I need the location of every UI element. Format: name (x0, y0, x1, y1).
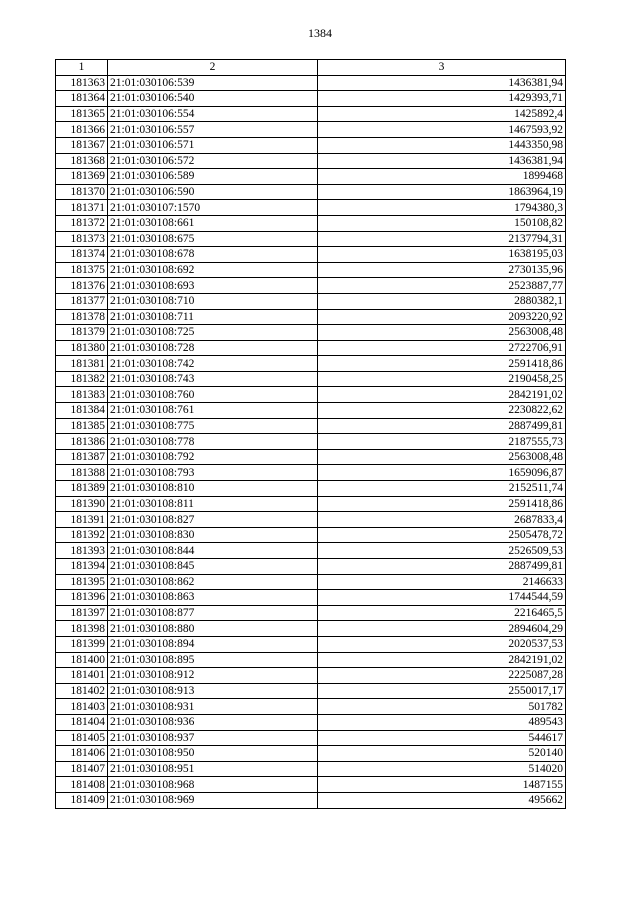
table-row (56, 605, 566, 621)
cadastral-number-cell: 21:01:030108:661 (108, 215, 318, 231)
cadastral-number-cell: 21:01:030108:675 (108, 231, 318, 247)
table-row (56, 730, 566, 746)
value-cell: 1487155 (318, 777, 566, 793)
value-cell: 2730135,96 (318, 262, 566, 278)
table-row (56, 496, 566, 512)
cadastral-number-cell: 21:01:030108:968 (108, 777, 318, 793)
value-cell: 1638195,03 (318, 247, 566, 263)
row-number-cell: 181370 (56, 184, 108, 200)
value-cell: 514020 (318, 761, 566, 777)
value-cell: 1436381,94 (318, 153, 566, 169)
row-number-cell: 181388 (56, 465, 108, 481)
cadastral-number-cell: 21:01:030108:725 (108, 325, 318, 341)
value-cell: 2230822,62 (318, 403, 566, 419)
value-cell: 1659096,87 (318, 465, 566, 481)
value-cell: 2190458,25 (318, 371, 566, 387)
table-row (56, 449, 566, 465)
table-row (56, 215, 566, 231)
table-row (56, 403, 566, 419)
cadastral-number-cell: 21:01:030108:793 (108, 465, 318, 481)
value-cell: 1899468 (318, 169, 566, 185)
table-body (56, 75, 566, 808)
table-row (56, 356, 566, 372)
value-cell: 1429393,71 (318, 91, 566, 107)
cadastral-number-cell: 21:01:030106:571 (108, 137, 318, 153)
cadastral-number-cell: 21:01:030108:760 (108, 387, 318, 403)
cadastral-number-cell: 21:01:030108:862 (108, 574, 318, 590)
table-row (56, 153, 566, 169)
row-number-cell: 181395 (56, 574, 108, 590)
value-cell: 2880382,1 (318, 293, 566, 309)
cadastral-number-cell: 21:01:030108:711 (108, 309, 318, 325)
table-row (56, 621, 566, 637)
cadastral-number-cell: 21:01:030106:590 (108, 184, 318, 200)
row-number-cell: 181403 (56, 699, 108, 715)
table-row (56, 746, 566, 762)
table-row (56, 200, 566, 216)
value-cell: 2146633 (318, 574, 566, 590)
value-cell: 2216465,5 (318, 605, 566, 621)
cadastral-number-cell: 21:01:030108:863 (108, 590, 318, 606)
cadastral-number-cell: 21:01:030108:811 (108, 496, 318, 512)
table-row (56, 481, 566, 497)
row-number-cell: 181402 (56, 683, 108, 699)
value-cell: 1794380,3 (318, 200, 566, 216)
row-number-cell: 181394 (56, 559, 108, 575)
table-row (56, 91, 566, 107)
value-cell: 2093220,92 (318, 309, 566, 325)
table-row (56, 434, 566, 450)
value-cell: 2842191,02 (318, 652, 566, 668)
cadastral-number-cell: 21:01:030106:572 (108, 153, 318, 169)
row-number-cell: 181397 (56, 605, 108, 621)
cadastral-number-cell: 21:01:030108:895 (108, 652, 318, 668)
table-row (56, 418, 566, 434)
table-row (56, 652, 566, 668)
table-row (56, 231, 566, 247)
table-row (56, 169, 566, 185)
table-row (56, 559, 566, 575)
cadastral-number-cell: 21:01:030106:554 (108, 106, 318, 122)
row-number-cell: 181363 (56, 75, 108, 91)
cadastral-number-cell: 21:01:030108:880 (108, 621, 318, 637)
value-cell: 2591418,86 (318, 356, 566, 372)
table-row (56, 184, 566, 200)
table-row (56, 262, 566, 278)
value-cell: 2563008,48 (318, 325, 566, 341)
value-cell: 520140 (318, 746, 566, 762)
table-row (56, 465, 566, 481)
cadastral-number-cell: 21:01:030108:950 (108, 746, 318, 762)
value-cell: 1425892,4 (318, 106, 566, 122)
value-cell: 1443350,98 (318, 137, 566, 153)
row-number-cell: 181373 (56, 231, 108, 247)
row-number-cell: 181365 (56, 106, 108, 122)
column-header-2: 2 (108, 60, 318, 76)
cadastral-number-cell: 21:01:030108:810 (108, 481, 318, 497)
cadastral-number-cell: 21:01:030108:693 (108, 278, 318, 294)
table-row (56, 325, 566, 341)
row-number-cell: 181390 (56, 496, 108, 512)
value-cell: 150108,82 (318, 215, 566, 231)
table-row (56, 590, 566, 606)
column-header-1: 1 (56, 60, 108, 76)
row-number-cell: 181364 (56, 91, 108, 107)
cadastral-number-cell: 21:01:030108:936 (108, 714, 318, 730)
value-cell: 1467593,92 (318, 122, 566, 138)
table-row (56, 278, 566, 294)
table-row (56, 75, 566, 91)
cadastral-number-cell: 21:01:030108:743 (108, 371, 318, 387)
cadastral-number-cell: 21:01:030106:539 (108, 75, 318, 91)
column-header-3: 3 (318, 60, 566, 76)
cadastral-number-cell: 21:01:030108:692 (108, 262, 318, 278)
cadastral-number-cell: 21:01:030108:678 (108, 247, 318, 263)
value-cell: 2152511,74 (318, 481, 566, 497)
cadastral-number-cell: 21:01:030108:792 (108, 449, 318, 465)
row-number-cell: 181391 (56, 512, 108, 528)
cadastral-number-cell: 21:01:030106:557 (108, 122, 318, 138)
row-number-cell: 181405 (56, 730, 108, 746)
row-number-cell: 181400 (56, 652, 108, 668)
cadastral-number-cell: 21:01:030108:951 (108, 761, 318, 777)
row-number-cell: 181371 (56, 200, 108, 216)
cadastral-number-cell: 21:01:030108:937 (108, 730, 318, 746)
table-row (56, 574, 566, 590)
table-row (56, 792, 566, 808)
row-number-cell: 181406 (56, 746, 108, 762)
row-number-cell: 181396 (56, 590, 108, 606)
cadastral-number-cell: 21:01:030108:742 (108, 356, 318, 372)
row-number-cell: 181372 (56, 215, 108, 231)
row-number-cell: 181376 (56, 278, 108, 294)
row-number-cell: 181384 (56, 403, 108, 419)
table-row (56, 293, 566, 309)
cadastral-number-cell: 21:01:030108:969 (108, 792, 318, 808)
table-row (56, 106, 566, 122)
table-row (56, 699, 566, 715)
value-cell: 1436381,94 (318, 75, 566, 91)
table-row (56, 387, 566, 403)
value-cell: 2894604,29 (318, 621, 566, 637)
table-row (56, 247, 566, 263)
row-number-cell: 181369 (56, 169, 108, 185)
page-number: 1384 (308, 26, 332, 40)
cadastral-number-cell: 21:01:030108:761 (108, 403, 318, 419)
cadastral-number-cell: 21:01:030108:877 (108, 605, 318, 621)
cadastral-number-cell: 21:01:030108:728 (108, 340, 318, 356)
cadastral-number-cell: 21:01:030108:845 (108, 559, 318, 575)
table-row (56, 512, 566, 528)
cadastral-number-cell: 21:01:030108:827 (108, 512, 318, 528)
value-cell: 2523887,77 (318, 278, 566, 294)
table-row (56, 137, 566, 153)
row-number-cell: 181375 (56, 262, 108, 278)
row-number-cell: 181401 (56, 668, 108, 684)
value-cell: 544617 (318, 730, 566, 746)
row-number-cell: 181409 (56, 792, 108, 808)
table-row (56, 122, 566, 138)
row-number-cell: 181385 (56, 418, 108, 434)
row-number-cell: 181379 (56, 325, 108, 341)
row-number-cell: 181378 (56, 309, 108, 325)
row-number-cell: 181387 (56, 449, 108, 465)
table-row (56, 309, 566, 325)
value-cell: 489543 (318, 714, 566, 730)
cadastral-number-cell: 21:01:030106:589 (108, 169, 318, 185)
value-cell: 2722706,91 (318, 340, 566, 356)
value-cell: 2225087,28 (318, 668, 566, 684)
row-number-cell: 181399 (56, 636, 108, 652)
table-row (56, 543, 566, 559)
row-number-cell: 181392 (56, 527, 108, 543)
row-number-cell: 181393 (56, 543, 108, 559)
value-cell: 2137794,31 (318, 231, 566, 247)
value-cell: 2842191,02 (318, 387, 566, 403)
value-cell: 2887499,81 (318, 559, 566, 575)
row-number-cell: 181367 (56, 137, 108, 153)
cadastral-number-cell: 21:01:030108:912 (108, 668, 318, 684)
value-cell: 2550017,17 (318, 683, 566, 699)
value-cell: 2187555,73 (318, 434, 566, 450)
row-number-cell: 181398 (56, 621, 108, 637)
row-number-cell: 181389 (56, 481, 108, 497)
row-number-cell: 181381 (56, 356, 108, 372)
table-row (56, 668, 566, 684)
table-row (56, 761, 566, 777)
value-cell: 495662 (318, 792, 566, 808)
value-cell: 2591418,86 (318, 496, 566, 512)
row-number-cell: 181386 (56, 434, 108, 450)
table-row (56, 340, 566, 356)
cadastral-number-cell: 21:01:030108:775 (108, 418, 318, 434)
value-cell: 1744544,59 (318, 590, 566, 606)
register-table (55, 59, 566, 809)
cadastral-number-cell: 21:01:030107:1570 (108, 200, 318, 216)
row-number-cell: 181383 (56, 387, 108, 403)
value-cell: 2526509,53 (318, 543, 566, 559)
table-row (56, 636, 566, 652)
cadastral-number-cell: 21:01:030108:710 (108, 293, 318, 309)
table-row (56, 777, 566, 793)
value-cell: 2563008,48 (318, 449, 566, 465)
row-number-cell: 181404 (56, 714, 108, 730)
cadastral-number-cell: 21:01:030108:844 (108, 543, 318, 559)
table-row (56, 527, 566, 543)
value-cell: 2887499,81 (318, 418, 566, 434)
value-cell: 501782 (318, 699, 566, 715)
value-cell: 2505478,72 (318, 527, 566, 543)
row-number-cell: 181408 (56, 777, 108, 793)
row-number-cell: 181374 (56, 247, 108, 263)
table-row (56, 714, 566, 730)
table-header-row (56, 60, 566, 76)
cadastral-number-cell: 21:01:030108:894 (108, 636, 318, 652)
value-cell: 2020537,53 (318, 636, 566, 652)
value-cell: 2687833,4 (318, 512, 566, 528)
cadastral-number-cell: 21:01:030106:540 (108, 91, 318, 107)
table-row (56, 683, 566, 699)
row-number-cell: 181368 (56, 153, 108, 169)
cadastral-number-cell: 21:01:030108:830 (108, 527, 318, 543)
value-cell: 1863964,19 (318, 184, 566, 200)
row-number-cell: 181366 (56, 122, 108, 138)
row-number-cell: 181407 (56, 761, 108, 777)
cadastral-number-cell: 21:01:030108:931 (108, 699, 318, 715)
cadastral-number-cell: 21:01:030108:778 (108, 434, 318, 450)
cadastral-number-cell: 21:01:030108:913 (108, 683, 318, 699)
row-number-cell: 181382 (56, 371, 108, 387)
row-number-cell: 181380 (56, 340, 108, 356)
row-number-cell: 181377 (56, 293, 108, 309)
table-row (56, 371, 566, 387)
